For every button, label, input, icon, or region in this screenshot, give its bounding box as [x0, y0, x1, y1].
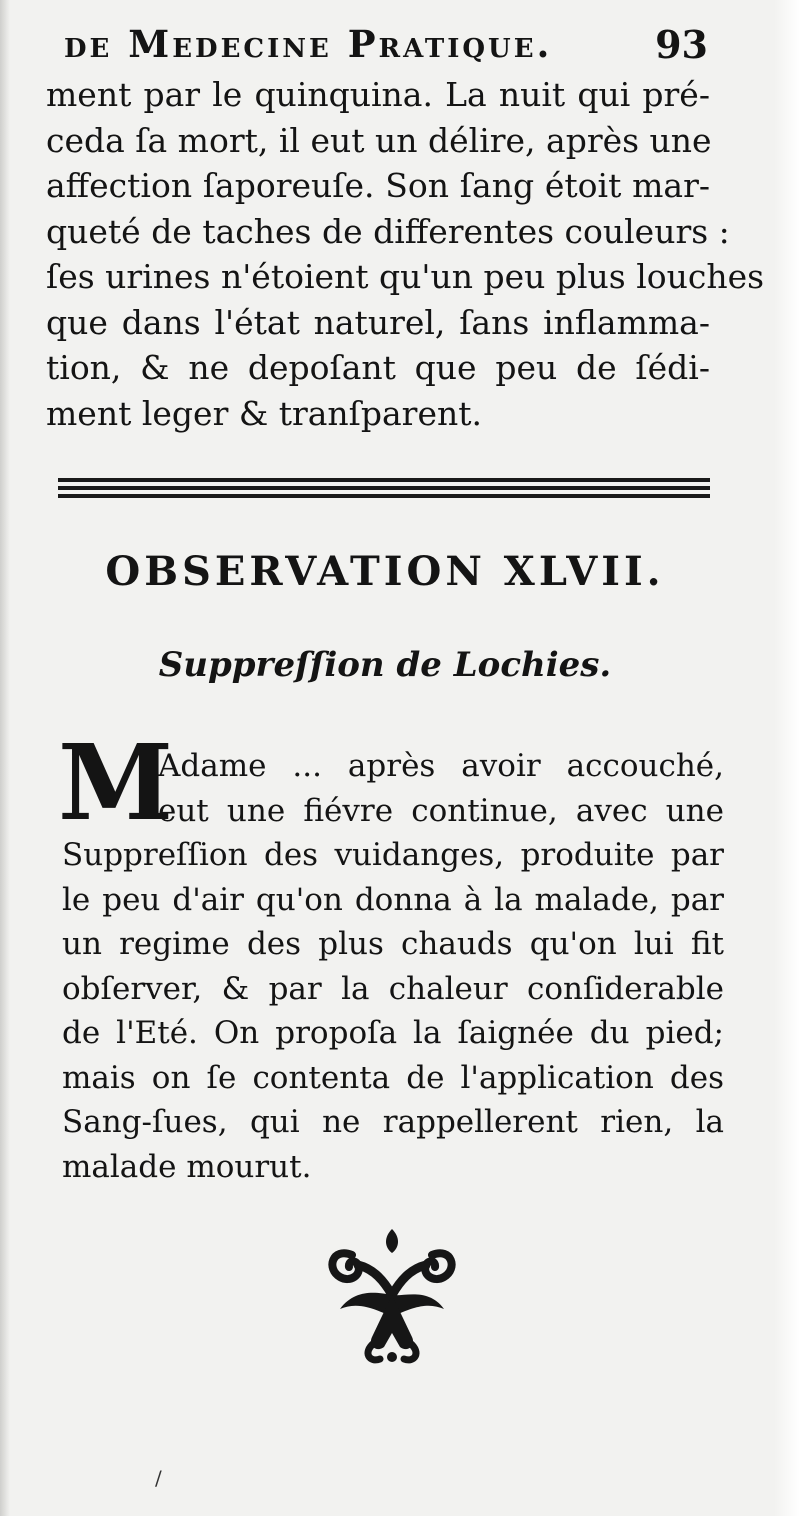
text-line: Suppreſſion des vuidanges, produite par [62, 837, 724, 873]
text-line: tion, & ne depoſant que peu de ſédi- [46, 348, 710, 387]
drop-cap: M [58, 721, 174, 844]
text-line: obſerver, & par la chaleur conſiderable [62, 970, 724, 1007]
text-line: de l'Eté. On propoſa la ſaignée du pied; [62, 1015, 724, 1051]
text-line: le peu d'air qu'on donna à la malade, par [62, 881, 724, 918]
text-line: affection ſaporeuſe. Son ſang étoit mar- [46, 166, 710, 205]
text-line: Adame ... après avoir accouché, [158, 748, 724, 784]
text-line: ment par le quinquina. La nuit qui pré- [46, 75, 710, 114]
text-line: que dans l'état naturel, ſans inflamma- [46, 302, 710, 342]
double-rule-divider [58, 478, 710, 498]
observation-paragraph [62, 744, 724, 1189]
page-number: 93 [655, 22, 708, 67]
running-title: de Medecine Pratique. [64, 22, 553, 66]
text-line: ſes urines n'étoient qu'un peu plus louches [46, 257, 765, 296]
text-line: Sang-ſues, qui ne rappellerent rien, la [62, 1104, 724, 1140]
observation-subtitle: Suppreſſion de Lochies. [158, 645, 612, 685]
fleuron-ornament-icon [322, 1225, 462, 1365]
continuation-text [46, 72, 765, 436]
text-line: un regime des plus chauds qu'on lui fit [62, 926, 724, 962]
observation-heading: OBSERVATION XLVII. [105, 548, 665, 595]
text-line: eut une fiévre continue, avec une [158, 792, 724, 829]
text-line: malade mourut. [62, 1148, 312, 1185]
text-line: ment leger & tranſparent. [46, 393, 482, 433]
text-line: ceda ſa mort, il eut un délire, après une [46, 120, 712, 160]
text-line: queté de taches de differentes couleurs : [46, 211, 730, 251]
stray-mark: / [155, 1466, 162, 1490]
text-line: mais on ſe contenta de l'application des [62, 1059, 724, 1096]
